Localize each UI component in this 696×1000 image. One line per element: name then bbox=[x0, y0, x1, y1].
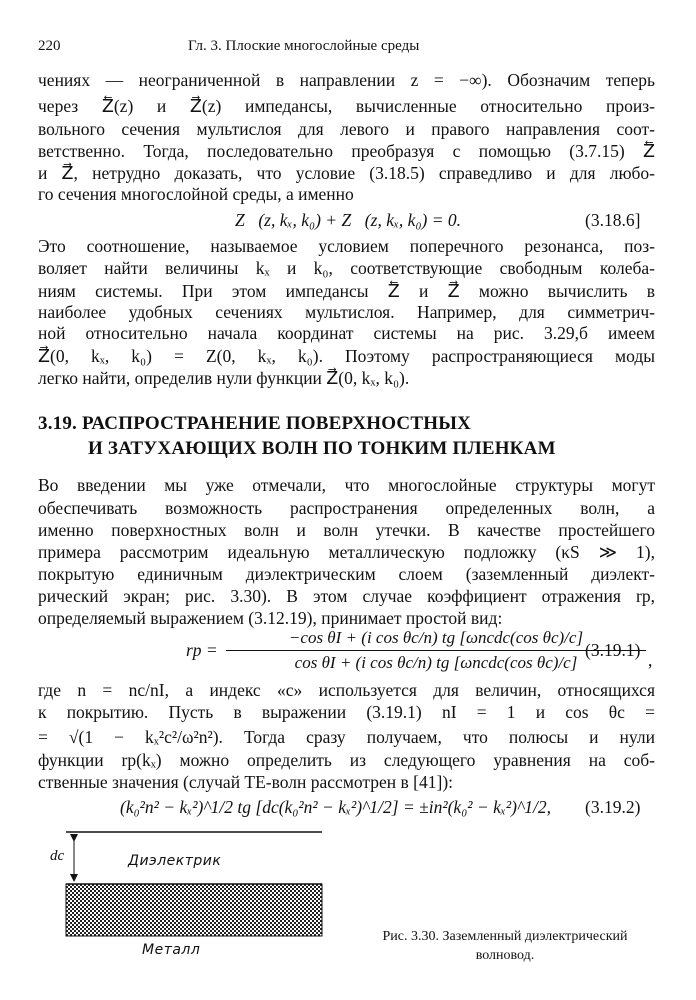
page-number: 220 bbox=[38, 38, 61, 54]
text-line: вольного сечения мультислоя для левого и правого направления соот- bbox=[38, 119, 655, 139]
text-line: рический экран; рис. 3.30). В этом случае коэффициент отражения rp, bbox=[38, 586, 655, 606]
text-line: ниям системы. При этом импедансы Z⃖ и Z⃗ можно вычислить в bbox=[38, 281, 655, 301]
section-heading-line1: 3.19. РАСПРОСТРАНЕНИЕ ПОВЕРХНОСТНЫХ bbox=[38, 413, 471, 434]
text-line: обеспечивать возможность распространения определенных волн, а bbox=[38, 498, 655, 518]
equation-lhs: rp = bbox=[186, 640, 218, 660]
figure-caption bbox=[350, 927, 660, 965]
text-line: = √(1 − kₓ²c²/ω²n²). Тогда сразу получаем, что полюсы и нули bbox=[38, 727, 655, 747]
text-line: легко найти, определив нули функции Z⃗(0, kₓ, k₀). bbox=[38, 368, 410, 388]
dielectric-label: Диэлектрик bbox=[128, 853, 222, 869]
equation-number: (3.18.6] bbox=[585, 210, 641, 230]
text-line: и Z⃗, нетрудно доказать, что условие (3.18.5) справедливо и для любо- bbox=[38, 163, 655, 183]
text-line: функции rp(kₓ) можно определить из следующего уравнения на соб- bbox=[38, 750, 655, 770]
caption-line: волновод. bbox=[475, 948, 535, 963]
text-line: ственные значения (случай ТЕ-волн рассмотрен в [41]): bbox=[38, 772, 454, 792]
text-line: чениях — неограниченной в направлении z = −∞). Обозначим теперь bbox=[38, 70, 655, 90]
text-line: ной относительно начала координат системы на рис. 3.29,б имеем bbox=[38, 323, 655, 343]
text-line: к покрытию. Пусть в выражении (3.19.1) nI = 1 и cos θc = bbox=[38, 702, 655, 722]
thickness-label: dc bbox=[50, 848, 65, 864]
text-line: именно поверхностных волн и волн утечки. В качестве простейшего bbox=[38, 520, 655, 540]
equation-3-18-6: Z⃖(z, kₓ, k₀) + Z⃗(z, kₓ, k₀) = 0. bbox=[235, 210, 462, 230]
fraction-denominator: cos θI + (i cos θc/n) tg [ωncdc(cos θc)/c] bbox=[294, 653, 578, 672]
section-heading-line2: И ЗАТУХАЮЩИХ ВОЛН ПО ТОНКИМ ПЛЕНКАМ bbox=[88, 438, 556, 459]
text-line: Z⃗(0, kₓ, k₀) = Z(0, kₓ, k₀). Поэтому распространяющиеся моды bbox=[38, 346, 655, 366]
text-line: Это соотношение, называемое условием поперечного резонанса, поз- bbox=[38, 236, 655, 256]
fraction-numerator: −cos θI + (i cos θc/n) tg [ωncdc(cos θc)/c] bbox=[288, 628, 584, 647]
metal-substrate-hatch bbox=[66, 884, 322, 936]
text-line: примера рассмотрим идеальную металлическую подложку (κS ≫ 1), bbox=[38, 542, 655, 562]
text-line: определяемый выражением (3.12.19), принимает простой вид: bbox=[38, 608, 503, 628]
equation-number: (3.19.1) bbox=[585, 640, 641, 660]
metal-label: Металл bbox=[142, 942, 201, 958]
text-line: го сечения многослойной среды, а именно bbox=[38, 184, 354, 204]
caption-line: Рис. 3.30. Заземленный диэлектрический bbox=[382, 929, 628, 944]
text-line: покрытую единичным диэлектрическим слоем (заземленный диэлект- bbox=[38, 564, 655, 584]
text-line: где n = nc/nI, а индекс «с» используется для величин, относящихся bbox=[38, 680, 655, 700]
text-line: ветственно. Тогда, последовательно преобразуя с помощью (3.7.15) Z⃖ bbox=[38, 141, 655, 161]
equation-3-19-2: (k₀²n² − kₓ²)^1/2 tg [dc(k₀²n² − kₓ²)^1/2] = ±in²(k₀² − kₓ²)^1/2, bbox=[120, 797, 552, 817]
text-line: Во введении мы уже отмечали, что многослойные структуры могут bbox=[38, 475, 655, 495]
equation-number: (3.19.2) bbox=[585, 797, 641, 817]
text-line: через Z⃖(z) и Z⃗(z) импедансы, вычисленные относительно произ- bbox=[38, 96, 655, 116]
text-line: воляет найти величины kₓ и k₀, соответствующие свободным колеба- bbox=[38, 258, 655, 278]
running-title: Гл. 3. Плоские многослойные среды bbox=[188, 38, 420, 54]
text-line: наиболее удобных сечениях мультислоя. Например, для симметрич- bbox=[38, 302, 655, 322]
equation-trail: , bbox=[648, 650, 653, 670]
